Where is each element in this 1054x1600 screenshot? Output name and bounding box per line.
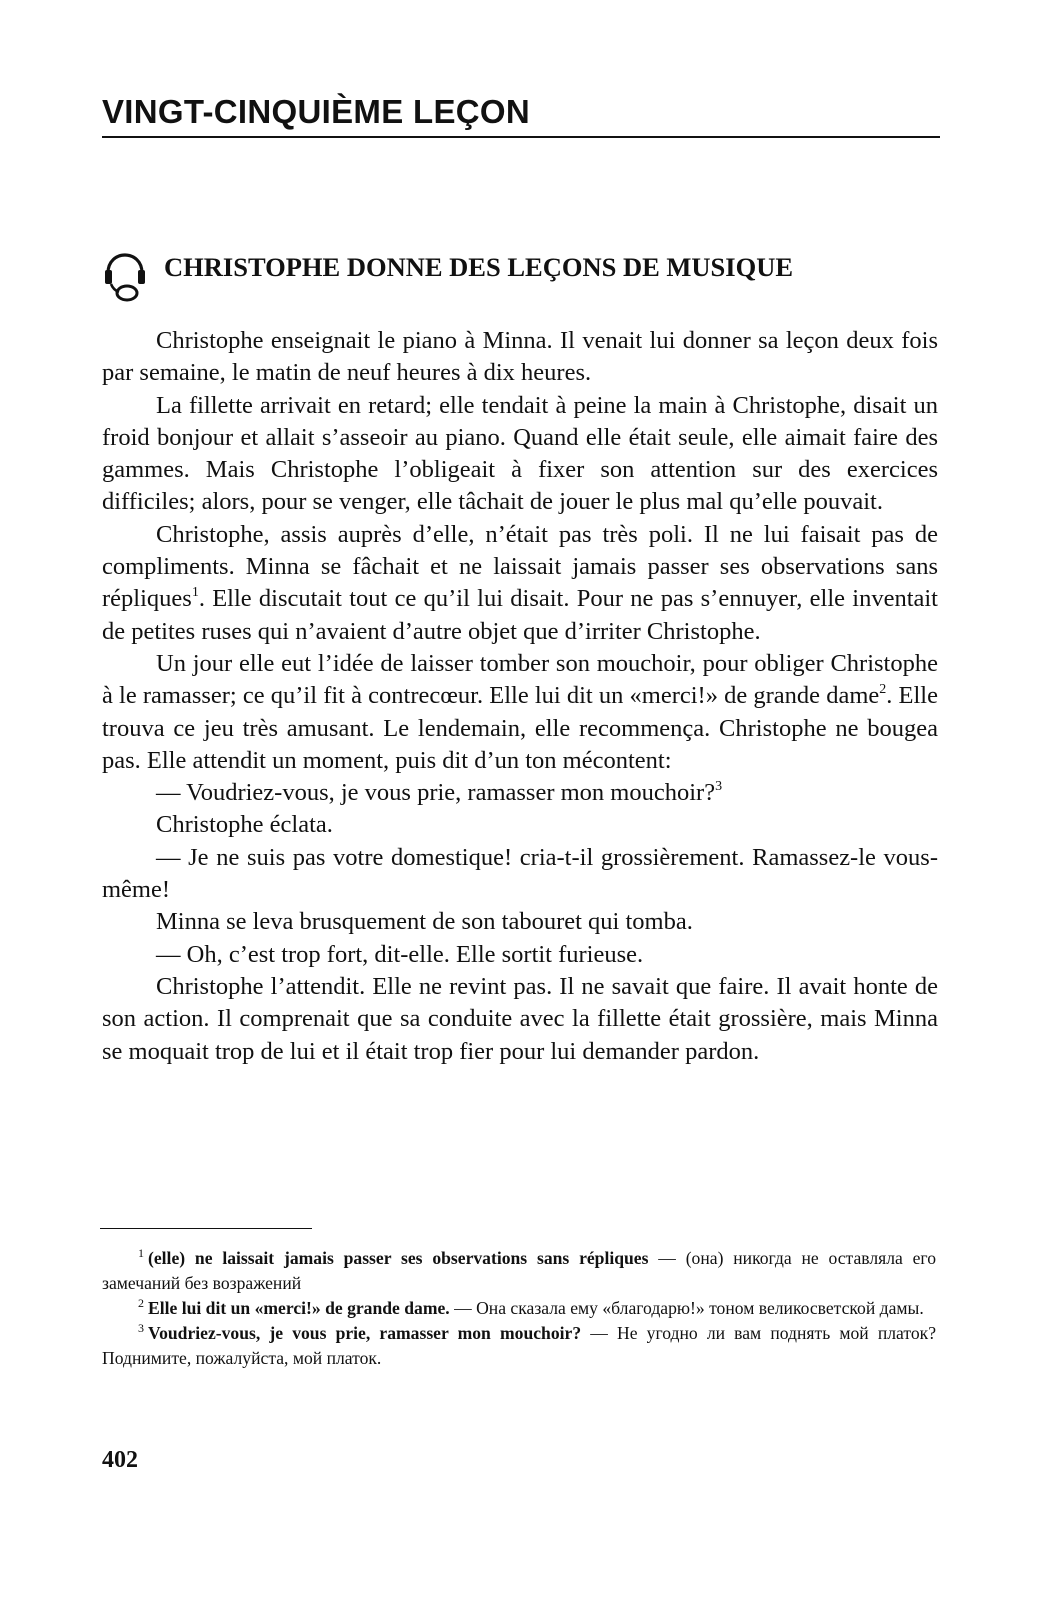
footnote-number: 2 bbox=[138, 1296, 144, 1310]
paragraph: Christophe enseignait le piano à Minna. Il venait lui donner sa leçon deux fois par semaine, le matin de neuf heures à dix heures. bbox=[102, 327, 938, 387]
footnote-divider bbox=[100, 1228, 312, 1229]
footnote-ref: 2 bbox=[879, 682, 887, 698]
footnote-translation: — Не угодно ли вам поднять мой платок? Поднимите, пожалуйста, мой платок. bbox=[102, 1323, 937, 1368]
paragraph: Christophe éclata. bbox=[156, 811, 333, 839]
footnotes bbox=[102, 1246, 936, 1371]
paragraph: La fillette arrivait en retard; elle tendait à peine la main à Christophe, disait un froid bonjour et allait s’asseoir au piano. Quand elle était seule, elle aimait faire des gammes. Mais Christophe l’obligeait à fixer son attention sur des exercices difficiles; alors, pour se venger, elle tâchait de jouer le plus mal qu’elle pouvait. bbox=[102, 391, 938, 516]
headphones-icon bbox=[102, 243, 148, 303]
paragraph: Christophe l’attendit. Elle ne revint pas. Il ne savait que faire. Il avait honte de son action. Il comprenait que sa conduite avec la fillette était grossière, mais Minna se moquait trop de lui et il était trop fier pour lui demander pardon. bbox=[102, 972, 938, 1065]
footnote-translation: — Она сказала ему «благодарю!» тоном великосветской дамы. bbox=[449, 1298, 924, 1318]
footnote-phrase: Voudriez-vous, je vous prie, ramasser mon mouchoir? bbox=[148, 1323, 582, 1343]
lesson-header bbox=[102, 92, 940, 138]
footnote-ref: 3 bbox=[715, 779, 723, 795]
footnote bbox=[102, 1246, 936, 1296]
paragraph: — Oh, c’est trop fort, dit-elle. Elle sortit furieuse. bbox=[156, 940, 644, 968]
section-title: CHRISTOPHE DONNE DES LEÇONS DE MUSIQUE bbox=[164, 252, 794, 282]
lesson-title: VINGT-CINQUIÈME LEÇON bbox=[102, 93, 530, 130]
page-number: 402 bbox=[102, 1447, 138, 1473]
footnote-number: 1 bbox=[138, 1246, 144, 1260]
paragraph: — Voudriez-vous, je vous prie, ramasser mon mouchoir?$^3$ bbox=[156, 779, 723, 807]
paragraph: Christophe, assis auprès d’elle, n’était pas très poli. Il ne lui faisait pas de compliments. Minna se fâchait et ne laissait jamais passer ses observations sans répliques$^1$. Elle discutait tout ce qu’il lui disait. Pour ne pas s’ennuyer, elle inventait de petites ruses qui n’avaient d’autre objet que d’irriter Christophe. bbox=[102, 520, 938, 645]
footnote-phrase: Elle lui dit un «merci!» de grande dame. bbox=[148, 1298, 450, 1318]
footnote bbox=[102, 1321, 936, 1371]
paragraph: Un jour elle eut l’idée de laisser tomber son mouchoir, pour obliger Christophe à le ramasser; ce qu’il fit à contrecœur. Elle lui dit un «merci!» de grande dame$^2$. Elle trouva ce jeu très amusant. Le lendemain, elle recommença. Christophe ne bougea pas. Elle attendit un moment, puis dit d’un ton mécontent: bbox=[102, 649, 938, 774]
footnote-phrase: (elle) ne laissait jamais passer ses observations sans répliques bbox=[148, 1248, 649, 1268]
lesson-text bbox=[102, 325, 938, 1068]
footnote-ref: 1 bbox=[191, 585, 199, 601]
footnote bbox=[102, 1296, 936, 1321]
footnote-number: 3 bbox=[138, 1321, 144, 1335]
paragraph: Minna se leva brusquement de son tabouret qui tomba. bbox=[156, 908, 693, 936]
footnote-translation: — (она) никогда не оставляла его замечаний без возражений bbox=[102, 1248, 936, 1293]
paragraph: — Je ne suis pas votre domestique! cria-t-il grossièrement. Ramassez-le vous-même! bbox=[102, 843, 938, 904]
